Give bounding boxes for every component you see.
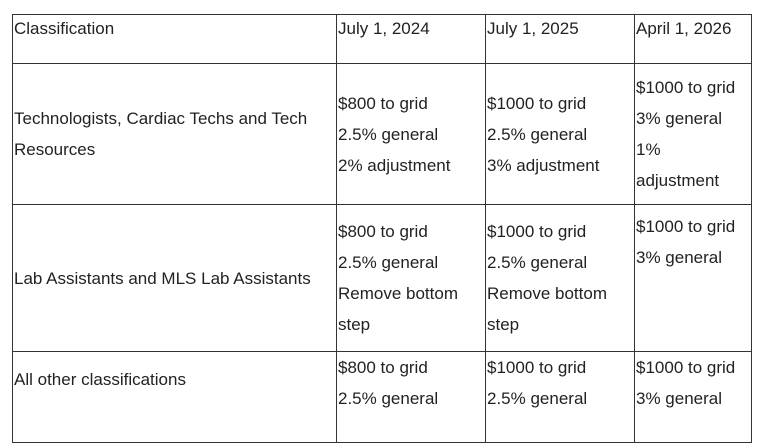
header-cell [337, 15, 486, 64]
cell-line: Remove bottom [487, 284, 607, 303]
cell-line: adjustment [636, 171, 720, 190]
cell-line: 3% general [636, 109, 723, 128]
table-cell [486, 205, 635, 352]
table-row [13, 205, 752, 352]
cell-line: 2.5% general [487, 389, 588, 408]
cell-line: $1000 to grid [487, 358, 587, 377]
cell-line: step [338, 315, 371, 334]
table-cell [337, 64, 486, 205]
classification-cell [13, 64, 337, 205]
classification-cell [13, 352, 337, 443]
cell-line: $1000 to grid [487, 222, 587, 241]
cell-line: $1000 to grid [636, 78, 736, 97]
table-cell [635, 64, 752, 205]
classification-label: All other classifications [14, 370, 186, 389]
classification-label: Lab Assistants and MLS Lab Assistants [14, 268, 311, 288]
header-classification: Classification [14, 19, 115, 38]
header-row [13, 15, 752, 64]
cell-line: $800 to grid [338, 358, 428, 377]
classification-cell [13, 205, 337, 352]
header-date-2024: July 1, 2024 [338, 19, 430, 38]
cell-line: 2.5% general [338, 124, 439, 144]
header-cell [486, 15, 635, 64]
header-date-2025: July 1, 2025 [487, 19, 579, 38]
header-date-2026: April 1, 2026 [636, 19, 732, 38]
cell-line: $1000 to grid [636, 358, 736, 377]
wage-increase-table [12, 14, 752, 443]
table-row [13, 352, 752, 443]
table-cell [635, 352, 752, 443]
cell-line: 3% general [636, 389, 723, 408]
cell-line: 2% adjustment [338, 155, 451, 175]
cell-line: 2.5% general [487, 253, 588, 272]
table-cell [337, 205, 486, 352]
cell-line: Remove bottom [338, 284, 458, 303]
header-cell [13, 15, 337, 64]
cell-line: $800 to grid [338, 93, 428, 113]
cell-line: $1000 to grid [636, 217, 736, 236]
cell-line: 2.5% general [338, 253, 439, 272]
cell-line: $1000 to grid [487, 93, 587, 113]
cell-line: 2.5% general [338, 389, 439, 408]
cell-line: 3% general [636, 248, 723, 267]
cell-line: step [487, 315, 520, 334]
classification-label: Technologists, Cardiac Techs and Tech Resources [14, 109, 308, 159]
table-row [13, 64, 752, 205]
header-cell [635, 15, 752, 64]
cell-line: 2.5% general [487, 124, 588, 144]
cell-line: $800 to grid [338, 222, 428, 241]
cell-line: 3% adjustment [487, 155, 600, 175]
table-cell [486, 64, 635, 205]
table-cell [486, 352, 635, 443]
table-cell [337, 352, 486, 443]
table-cell [635, 205, 752, 352]
cell-line: 1% [636, 140, 661, 159]
